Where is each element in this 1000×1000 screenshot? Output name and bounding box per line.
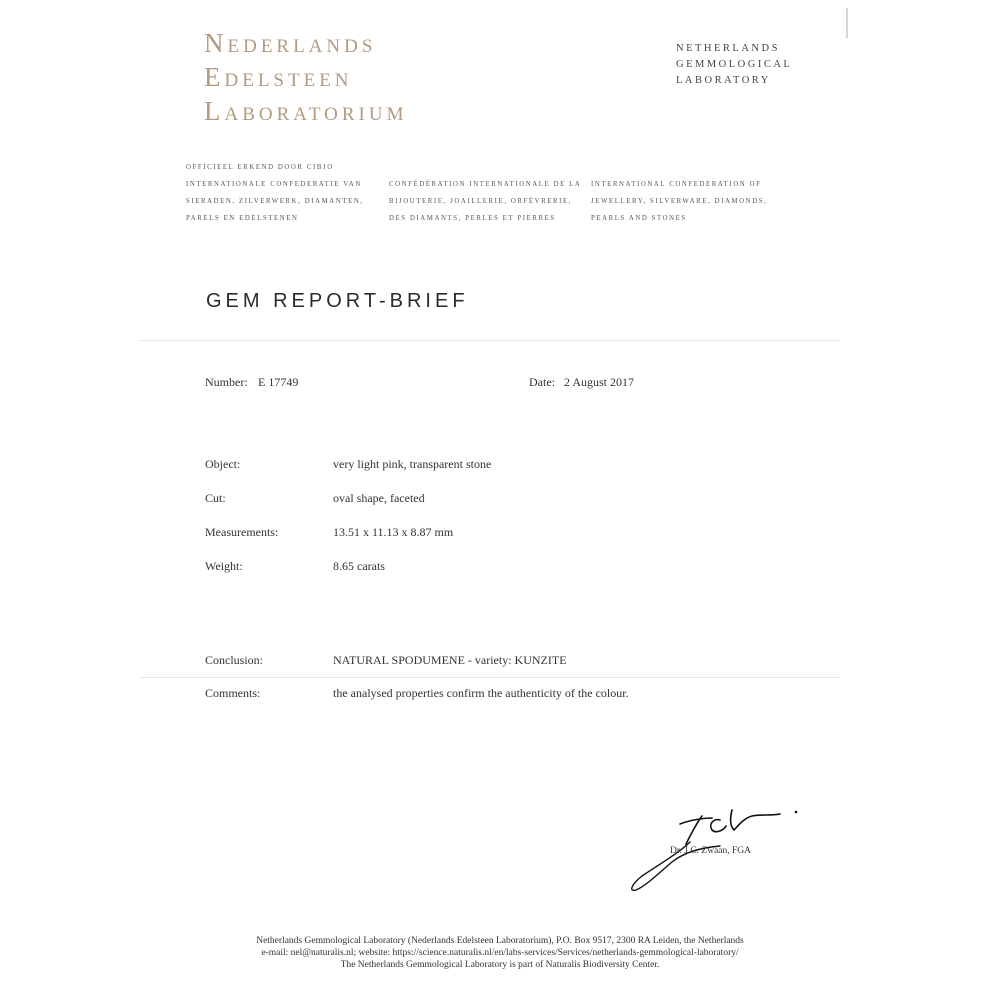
cibjo-french-line-2: BIJOUTERIE, JOAILLERIE, ORFÈVRERIE, bbox=[389, 198, 573, 205]
footer-address: Netherlands Gemmological Laboratory (Nederlands Edelsteen Laboratorium), P.O. Box 9517, 2300 RA Leiden, the Netherlands bbox=[256, 936, 744, 946]
cibjo-french-line-1: CONFÉDÉRATION INTERNATIONALE DE LA bbox=[389, 181, 582, 188]
cibjo-english-line-1: INTERNATIONAL CONFEDERATION OF bbox=[591, 181, 762, 188]
cut-label: Cut: bbox=[205, 491, 226, 505]
cibjo-dutch-line-1: INTERNATIONALE CONFEDERATIE VAN bbox=[186, 181, 362, 188]
comments-label: Comments: bbox=[205, 686, 261, 700]
signatory-name: Dr. J.C. Zwaan, FGA bbox=[670, 846, 752, 856]
brand-name-line-2: Edelsteen bbox=[204, 62, 353, 92]
english-name-line-2: GEMMOLOGICAL bbox=[676, 59, 793, 70]
measurements-value: 13.51 x 11.13 x 8.87 mm bbox=[333, 525, 454, 539]
conclusion-divider bbox=[140, 677, 840, 678]
english-name-line-1: NETHERLANDS bbox=[676, 43, 780, 54]
conclusion-value: NATURAL SPODUMENE - variety: KUNZITE bbox=[333, 653, 567, 667]
english-name-line-3: LABORATORY bbox=[676, 75, 771, 86]
cibjo-recognized: OFFICIEEL ERKEND DOOR CIBJO bbox=[186, 164, 334, 171]
footer-contact: e-mail: nel@naturalis.nl; website: https://science.naturalis.nl/en/labs-services/Services/netherlands-gemmological-laboratory/ bbox=[261, 948, 739, 958]
footer-affiliation: The Netherlands Gemmological Laboratory is part of Naturalis Biodiversity Center. bbox=[340, 960, 660, 970]
cibjo-dutch-line-3: PARELS EN EDELSTENEN bbox=[186, 215, 299, 222]
brand-name-line-1: Nederlands bbox=[204, 28, 377, 58]
report-date-label: Date: bbox=[529, 375, 555, 389]
cut-value: oval shape, faceted bbox=[333, 491, 425, 505]
object-value: very light pink, transparent stone bbox=[333, 457, 492, 471]
weight-label: Weight: bbox=[205, 559, 243, 573]
report-number-label: Number: bbox=[205, 375, 248, 389]
report-number-value: E 17749 bbox=[258, 375, 299, 389]
cibjo-english-line-2: JEWELLERY, SILVERWARE, DIAMONDS, bbox=[591, 198, 768, 205]
weight-value: 8.65 carats bbox=[333, 559, 385, 573]
measurements-label: Measurements: bbox=[205, 525, 279, 539]
cibjo-english-line-3: PEARLS AND STONES bbox=[591, 215, 687, 222]
scan-edge-mark bbox=[846, 8, 848, 38]
signature-image bbox=[620, 790, 810, 900]
title-divider bbox=[140, 340, 840, 341]
object-label: Object: bbox=[205, 457, 241, 471]
cibjo-dutch-line-2: SIERADEN, ZILVERWERK, DIAMANTEN, bbox=[186, 198, 364, 205]
brand-name-line-3: Laboratorium bbox=[204, 96, 408, 126]
conclusion-label: Conclusion: bbox=[205, 653, 264, 667]
cibjo-french-line-3: DES DIAMANTS, PERLES ET PIERRES bbox=[389, 215, 556, 222]
report-date-value: 2 August 2017 bbox=[564, 375, 635, 389]
comments-value: the analysed properties confirm the authenticity of the colour. bbox=[333, 686, 629, 700]
report-title: GEM REPORT-BRIEF bbox=[206, 290, 469, 312]
